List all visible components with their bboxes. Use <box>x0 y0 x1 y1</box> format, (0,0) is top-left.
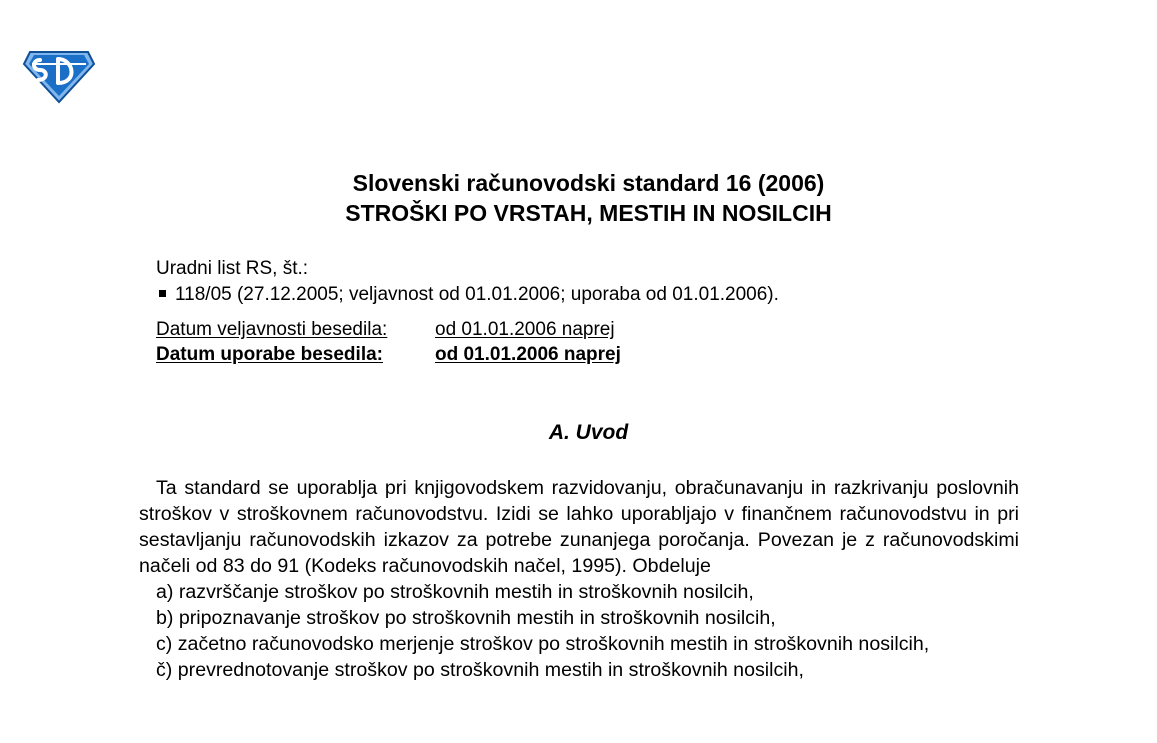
gazette-entry-row <box>156 282 779 308</box>
list-item-cc: č) prevrednotovanje stroškov po stroškovnih mestih in stroškovnih nosilcih, <box>156 659 804 681</box>
square-bullet-icon <box>159 290 166 297</box>
sd-logo-text: SD <box>22 50 24 51</box>
sd-logo <box>22 50 96 104</box>
document-title <box>0 168 1157 228</box>
list-item-a: a) razvrščanje stroškov po stroškovnih mestih in stroškovnih nosilcih, <box>156 581 754 603</box>
section-heading: A. Uvod <box>548 421 629 444</box>
usage-label: Datum uporabe besedila: <box>156 344 383 365</box>
sd-diamond-logo-icon <box>22 50 96 104</box>
title-line-2: STROŠKI PO VRSTAH, MESTIH IN NOSILCIH <box>345 200 832 226</box>
gazette-info <box>156 256 779 308</box>
section-body <box>139 475 1019 683</box>
list-item-c: c) začetno računovodsko merjenje stroškov po stroškovnih mestih in stroškovnih nosilcih, <box>156 633 930 655</box>
validity-value: od 01.01.2006 naprej <box>435 319 615 340</box>
gazette-entry: 118/05 (27.12.2005; veljavnost od 01.01.2006; uporaba od 01.01.2006). <box>175 284 779 305</box>
intro-paragraph: Ta standard se uporablja pri knjigovodskem razvidovanju, obračunavanju in razkrivanju poslovnih stroškov v stroškovnem računovodstvu. Izidi se lahko uporabljajo v finančnem računovodstvu in pri sestavljanju računovodskih izkazov za potrebe zunanjega poročanja. Povezan je z računovodskimi načeli od 83 do 91 (Kodeks računovodskih načel, 1995). Obdeluje <box>139 477 1019 577</box>
usage-value: od 01.01.2006 naprej <box>435 344 621 365</box>
gazette-label: Uradni list RS, št.: <box>156 258 309 279</box>
list-item-b: b) pripoznavanje stroškov po stroškovnih mestih in stroškovnih nosilcih, <box>156 607 776 629</box>
title-line-1: Slovenski računovodski standard 16 (2006) <box>352 170 825 196</box>
validity-date-row <box>156 317 621 342</box>
usage-date-row <box>156 342 621 367</box>
validity-label: Datum veljavnosti besedila: <box>156 319 388 340</box>
text-dates <box>156 317 621 367</box>
